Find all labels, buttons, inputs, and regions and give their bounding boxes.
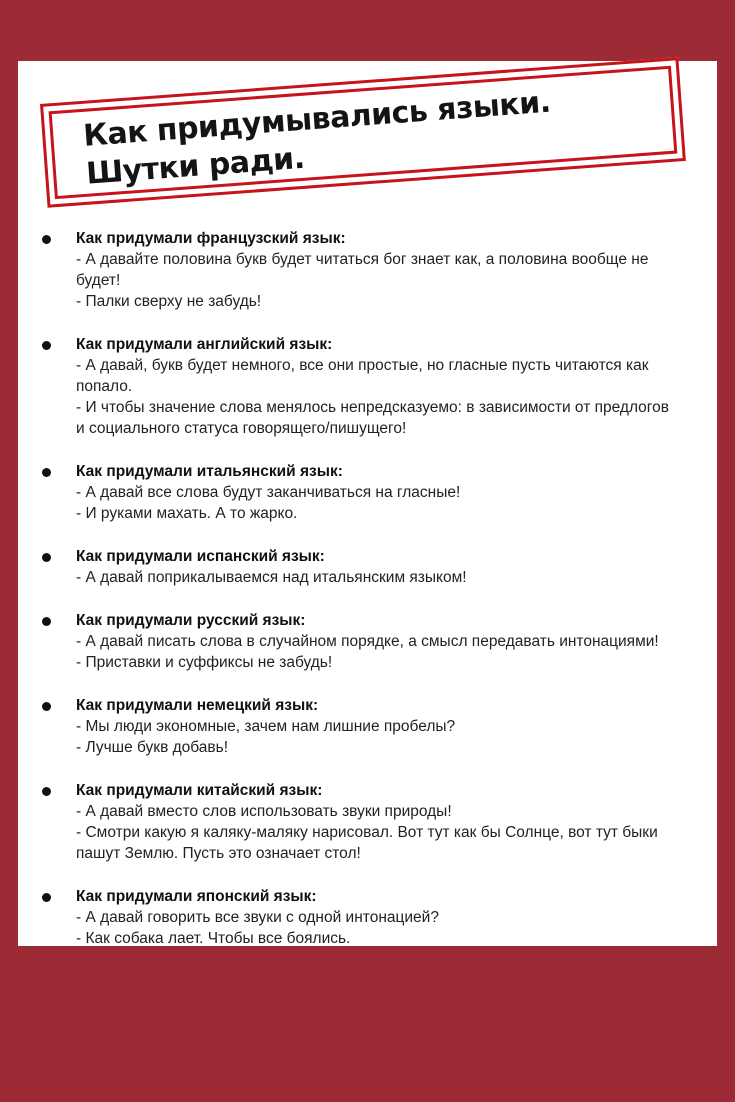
section-heading: Как придумали французский язык:: [76, 230, 346, 247]
section-line: - И чтобы значение слова менялось непредсказуемо: в зависимости от предлогов и социального статуса говорящего/пишущего!: [76, 399, 669, 437]
section-line: - Приставки и суффиксы не забудь!: [76, 654, 333, 671]
list-item: [40, 695, 680, 758]
section-heading: Как придумали японский язык:: [76, 888, 317, 905]
section-line: - Мы люди экономные, зачем нам лишние пробелы?: [76, 718, 456, 735]
bullet-icon: [42, 468, 51, 477]
bullet-icon: [42, 617, 51, 626]
bullet-icon: [42, 553, 51, 562]
section-line: - А давай говорить все звуки с одной интонацией?: [76, 909, 439, 926]
title-line-1: Как придумывались языки.: [82, 84, 552, 154]
section-heading: Как придумали китайский язык:: [76, 782, 323, 799]
section-heading: Как придумали итальянский язык:: [76, 463, 343, 480]
list-item: [40, 334, 680, 439]
joke-list: [40, 228, 680, 971]
section-heading: Как придумали немецкий язык:: [76, 697, 319, 714]
bullet-icon: [42, 893, 51, 902]
section-line: - А давай все слова будут заканчиваться на гласные!: [76, 484, 461, 501]
section-line: - А давай поприкалываемся над итальянским языком!: [76, 569, 467, 586]
section-line: - А давай, букв будет немного, все они простые, но гласные пусть читаются как попало.: [76, 357, 649, 395]
section-line: - Лучше букв добавь!: [76, 739, 229, 756]
section-line: - А давай вместо слов использовать звуки природы!: [76, 803, 452, 820]
bullet-icon: [42, 787, 51, 796]
list-item: [40, 610, 680, 673]
section-line: - А давай писать слова в случайном порядке, а смысл передавать интонациями!: [76, 633, 659, 650]
bullet-icon: [42, 702, 51, 711]
section-line: - Палки сверху не забудь!: [76, 293, 262, 310]
section-line: - А давайте половина букв будет читаться бог знает как, а половина вообще не будет!: [76, 251, 649, 289]
section-line: - И руками махать. А то жарко.: [76, 505, 298, 522]
list-item: [40, 780, 680, 864]
list-item: [40, 461, 680, 524]
list-item: [40, 546, 680, 588]
section-heading: Как придумали русский язык:: [76, 612, 306, 629]
section-heading: Как придумали испанский язык:: [76, 548, 325, 565]
bullet-icon: [42, 341, 51, 350]
section-line: - Как собака лает. Чтобы все боялись.: [76, 930, 351, 947]
list-item: [40, 228, 680, 312]
section-line: - Смотри какую я каляку-маляку нарисовал. Вот тут как бы Солнце, вот тут быки пашут Землю. Пусть это означает стол!: [76, 824, 658, 862]
title-line-2: Шутки ради.: [84, 140, 306, 192]
section-heading: Как придумали английский язык:: [76, 336, 333, 353]
bullet-icon: [42, 235, 51, 244]
list-item: [40, 886, 680, 949]
